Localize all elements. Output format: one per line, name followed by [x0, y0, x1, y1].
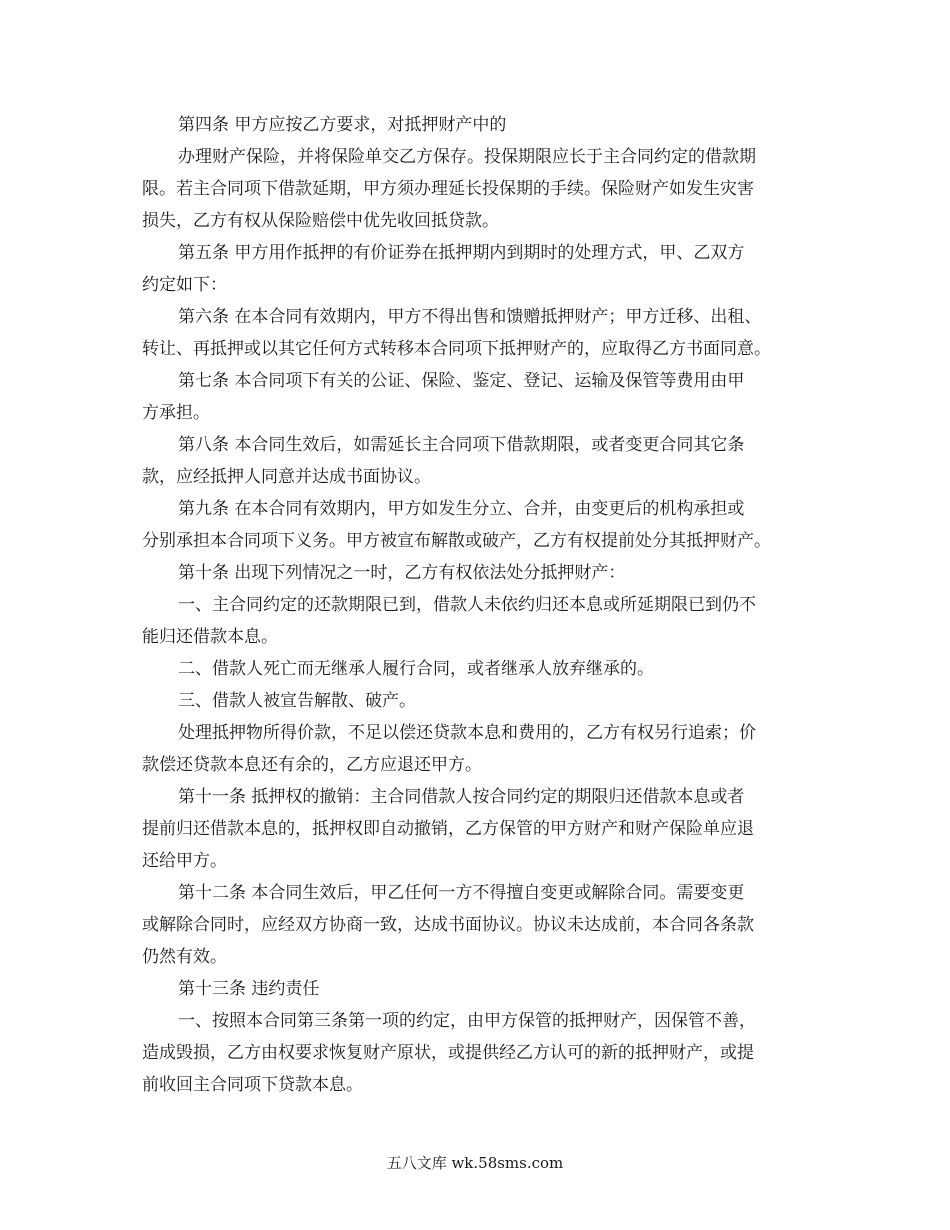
text-line: 前收回主合同项下贷款本息。 [142, 1075, 363, 1095]
text-line: 二、借款人死亡而无继承人履行合同，或者继承人放弃继承的。 [178, 659, 654, 679]
text-line: 或解除合同时，应经双方协商一致，达成书面协议。协议未达成前，本合同各条款 [142, 915, 754, 935]
text-line: 一、按照本合同第三条第一项的约定，由甲方保管的抵押财产，因保管不善， [178, 1011, 756, 1031]
text-line: 第八条 本合同生效后，如需延长主合同项下借款期限，或者变更合同其它条 [178, 435, 745, 455]
text-line: 第四条 甲方应按乙方要求，对抵押财产中的 [178, 115, 507, 135]
text-line: 第十二条 本合同生效后，甲乙任何一方不得擅自变更或解除合同。需要变更 [178, 883, 745, 903]
text-line: 第十三条 违约责任 [178, 979, 320, 999]
text-line: 第十一条 抵押权的撤销：主合同借款人按合同约定的期限归还借款本息或者 [178, 787, 745, 807]
text-line: 能归还借款本息。 [142, 627, 278, 647]
text-line: 第十条 出现下列情况之一时，乙方有权依法处分抵押财产： [178, 563, 626, 583]
text-line: 第六条 在本合同有效期内，甲方不得出售和馈赠抵押财产；甲方迁移、出租、 [178, 307, 762, 327]
text-line: 分别承担本合同项下义务。甲方被宣布解散或破产，乙方有权提前处分其抵押财产。 [142, 531, 771, 551]
text-line: 三、借款人被宣告解散、破产。 [178, 691, 416, 711]
text-line: 限。若主合同项下借款延期，甲方须办理延长投保期的手续。保险财产如发生灾害 [142, 179, 754, 199]
text-line: 款，应经抵押人同意并达成书面协议。 [142, 467, 431, 487]
text-line: 办理财产保险，并将保险单交乙方保存。投保期限应长于主合同约定的借款期 [178, 147, 756, 167]
page-footer: 五八文库 wk.58sms.com [386, 1154, 564, 1172]
text-line: 第七条 本合同项下有关的公证、保险、鉴定、登记、运输及保管等费用由甲 [178, 371, 745, 391]
text-line: 损失，乙方有权从保险赔偿中优先收回抵贷款。 [142, 211, 499, 231]
text-line: 提前归还借款本息的，抵押权即自动撤销，乙方保管的甲方财产和财产保险单应退 [142, 819, 754, 839]
text-line: 方承担。 [142, 403, 210, 423]
text-line: 一、主合同约定的还款期限已到，借款人未依约归还本息或所延期限已到仍不 [178, 595, 756, 615]
document-body [142, 109, 832, 1101]
text-line: 款偿还贷款本息还有余的，乙方应退还甲方。 [142, 755, 482, 775]
text-line: 转让、再抵押或以其它任何方式转移本合同项下抵押财产的，应取得乙方书面同意。 [142, 339, 771, 359]
text-line: 第五条 甲方用作抵押的有价证券在抵押期内到期时的处理方式，甲、乙双方 [178, 243, 745, 263]
text-line: 还给甲方。 [142, 851, 227, 871]
text-line: 仍然有效。 [142, 947, 227, 967]
text-line: 处理抵押物所得价款，不足以偿还贷款本息和费用的，乙方有权另行追索；价 [178, 723, 756, 743]
text-line: 第九条 在本合同有效期内，甲方如发生分立、合并，由变更后的机构承担或 [178, 499, 745, 519]
text-line: 造成毁损，乙方由权要求恢复财产原状，或提供经乙方认可的新的抵押财产，或提 [142, 1043, 754, 1063]
text-line: 约定如下： [142, 275, 227, 295]
